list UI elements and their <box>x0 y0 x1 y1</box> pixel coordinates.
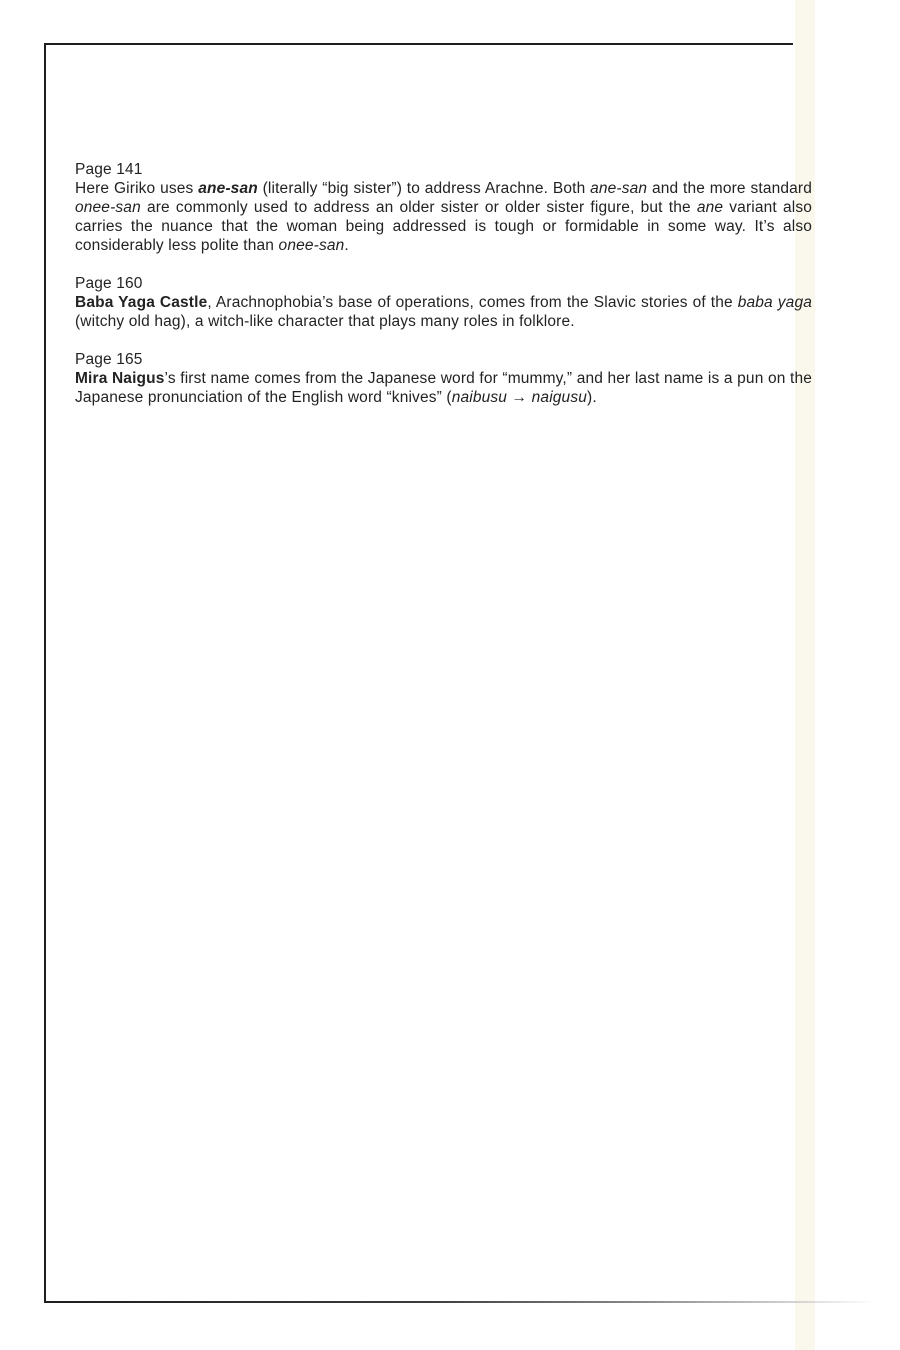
note-block <box>75 274 812 331</box>
note-text-segment: ane-san <box>590 180 648 197</box>
note-text-segment: are commonly used to address an older sister or older sister figure, but the <box>140 199 697 216</box>
note-text-segment: baba yaga <box>737 294 812 311</box>
note-text-segment: (literally “big sister”) to address Arachne. Both <box>257 180 591 197</box>
page-border-bottom-rule <box>44 1301 900 1303</box>
note-text-segment: ane-san <box>198 180 258 197</box>
note-block <box>75 350 812 407</box>
note-page-heading: Page 165 <box>75 351 143 368</box>
note-paragraph <box>75 369 812 407</box>
note-text-segment: naibusu <box>451 389 508 406</box>
note-paragraph <box>75 179 812 255</box>
note-paragraph <box>75 293 812 331</box>
note-text-segment: Here Giriko uses <box>75 180 199 197</box>
note-text-segment: , Arachnophobia’s base of operations, comes from the Slavic stories of the <box>207 294 738 311</box>
note-text-segment: onee-san <box>75 199 141 216</box>
note-page-heading: Page 160 <box>75 275 143 292</box>
note-text-segment: ane <box>696 199 724 216</box>
note-text-segment: and the more standard <box>647 180 812 197</box>
note-text-segment: → <box>507 389 532 406</box>
note-block <box>75 160 812 255</box>
note-text-segment: Baba Yaga Castle <box>75 294 208 311</box>
note-text-segment: (witchy old hag), a witch-like character that plays many roles in folklore. <box>75 313 575 330</box>
note-page-heading: Page 141 <box>75 161 143 178</box>
note-text-segment: ). <box>587 389 597 406</box>
note-text-segment: onee-san <box>278 237 345 254</box>
note-text-segment: naigusu <box>531 389 588 406</box>
note-text-segment: Mira Naigus <box>75 370 165 387</box>
note-text-segment: variant also carries the nuance that the woman being addressed is tough or formidable in some way. It’s also considerably less polite than <box>75 199 812 254</box>
note-text-segment: . <box>344 237 349 254</box>
note-text-segment: ’s first name comes from the Japanese word for “mummy,” and her last name is a pun on the Japanese pronunciation of the English word “knives” ( <box>75 370 812 406</box>
translation-notes <box>75 160 812 426</box>
